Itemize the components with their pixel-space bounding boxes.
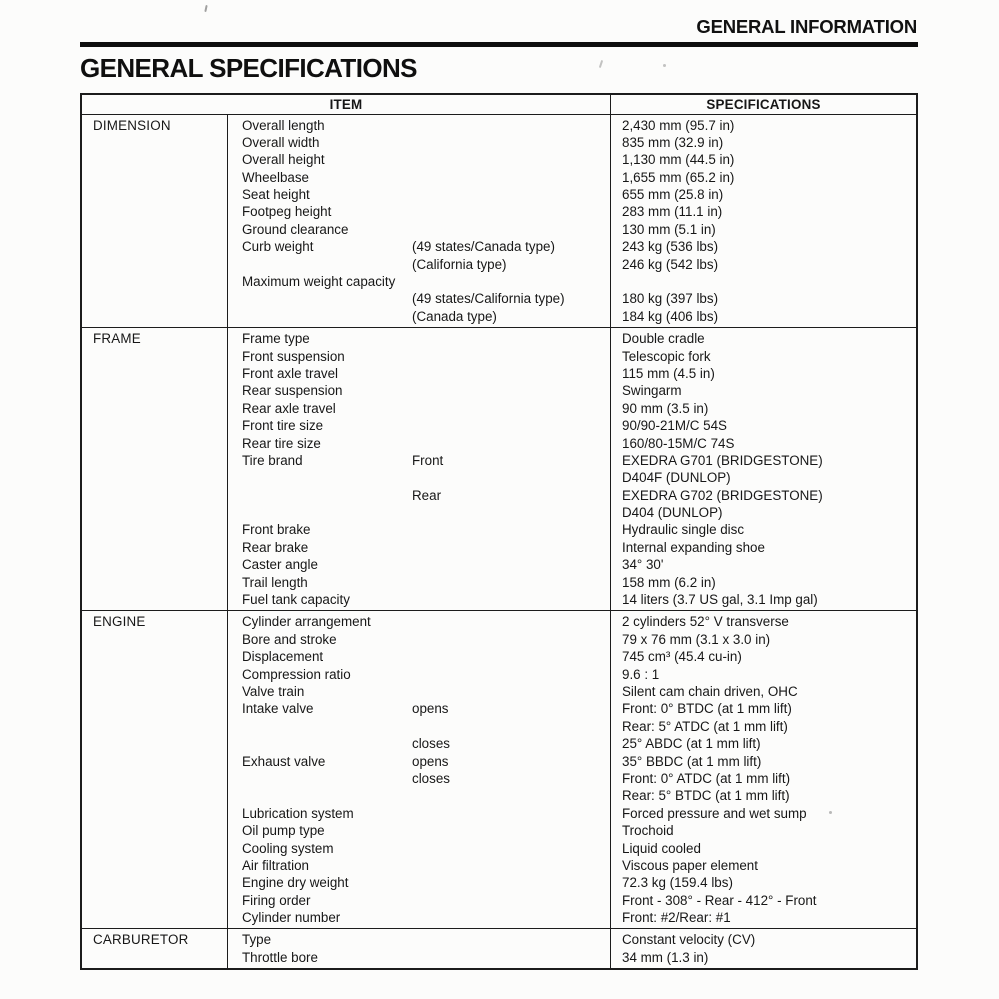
spec-text: 115 mm (4.5 in) xyxy=(622,365,715,381)
item-text: Front tire size xyxy=(242,418,324,434)
item-line xyxy=(228,631,610,648)
item-text: Maximum weight capacity xyxy=(242,274,396,290)
table-body xyxy=(82,115,916,969)
spec-text: Constant velocity (CV) xyxy=(622,932,756,948)
spec-text: D404F (DUNLOP) xyxy=(622,470,731,486)
item-line xyxy=(228,290,610,307)
spec-text: Trochoid xyxy=(622,823,674,839)
item-text: Overall height xyxy=(242,152,325,168)
item-line xyxy=(228,169,610,186)
spec-text: 158 mm (6.2 in) xyxy=(622,574,716,590)
spec-text: EXEDRA G702 (BRIDGESTONE) xyxy=(622,487,823,503)
item-line xyxy=(228,203,610,220)
spec-text: 130 mm (5.1 in) xyxy=(622,221,716,237)
item-text: Lubrication system xyxy=(242,805,354,821)
spec-text: Rear: 5° ATDC (at 1 mm lift) xyxy=(622,718,788,734)
item-line xyxy=(228,591,610,608)
item-text: Air filtration xyxy=(242,857,309,873)
spec-text: 835 mm (32.9 in) xyxy=(622,134,724,150)
item-line xyxy=(228,382,610,399)
spec-text: Forced pressure and wet sump xyxy=(622,805,807,821)
item-line xyxy=(228,949,610,966)
section-label: FRAME xyxy=(82,328,228,610)
spec-text: 25° ABDC (at 1 mm lift) xyxy=(622,736,761,752)
item-text: Front suspension xyxy=(242,348,345,364)
section-frame xyxy=(82,327,916,610)
item-qualifier: opens xyxy=(412,701,449,717)
item-text: Cylinder number xyxy=(242,910,341,926)
item-line xyxy=(228,452,610,469)
spec-text: Front: #2/Rear: #1 xyxy=(622,910,731,926)
spec-text: Viscous paper element xyxy=(622,857,758,873)
spec-text: Telescopic fork xyxy=(622,348,711,364)
item-text: Cylinder arrangement xyxy=(242,614,371,630)
item-text: Wheelbase xyxy=(242,169,309,185)
column-header-item: ITEM xyxy=(329,96,363,112)
spec-text: 655 mm (25.8 in) xyxy=(622,187,724,203)
section-carburetor xyxy=(82,928,916,968)
item-line xyxy=(228,718,610,735)
spec-text: 34° 30' xyxy=(622,557,664,573)
item-text: Rear axle travel xyxy=(242,400,336,416)
item-text: Footpeg height xyxy=(242,204,332,220)
item-text: Front brake xyxy=(242,522,311,538)
spec-text: 2 cylinders 52° V transverse xyxy=(622,614,789,630)
item-text: Ground clearance xyxy=(242,221,349,237)
item-line xyxy=(228,330,610,347)
item-line xyxy=(228,700,610,717)
spec-column xyxy=(610,115,916,328)
item-line xyxy=(228,487,610,504)
item-text: Rear tire size xyxy=(242,435,321,451)
item-line xyxy=(228,931,610,948)
item-column xyxy=(228,115,610,328)
item-text: Fuel tank capacity xyxy=(242,592,350,608)
spec-text: 90/90-21M/C 54S xyxy=(622,418,727,434)
spec-table xyxy=(80,93,918,971)
item-text: Caster angle xyxy=(242,557,318,573)
spec-text: 243 kg (536 lbs) xyxy=(622,239,719,255)
item-qualifier: (49 states/Canada type) xyxy=(412,239,555,255)
item-line xyxy=(228,683,610,700)
item-text: Throttle bore xyxy=(242,949,318,965)
spec-text: 180 kg (397 lbs) xyxy=(622,291,719,307)
item-text: Rear brake xyxy=(242,539,309,555)
item-line xyxy=(228,186,610,203)
item-line xyxy=(228,348,610,365)
item-qualifier: closes xyxy=(412,736,450,752)
spec-text: 2,430 mm (95.7 in) xyxy=(622,117,735,133)
item-line xyxy=(228,787,610,804)
item-line xyxy=(228,134,610,151)
item-column xyxy=(228,328,610,610)
page-content xyxy=(80,16,918,970)
item-qualifier: (Canada type) xyxy=(412,308,497,324)
spec-text: EXEDRA G701 (BRIDGESTONE) xyxy=(622,452,823,468)
spec-text: 9.6 : 1 xyxy=(622,666,660,682)
item-line xyxy=(228,840,610,857)
spec-text: D404 (DUNLOP) xyxy=(622,505,723,521)
item-line xyxy=(228,822,610,839)
spec-text: 283 mm (11.1 in) xyxy=(622,204,723,220)
item-line xyxy=(228,417,610,434)
item-line xyxy=(228,151,610,168)
item-text: Cooling system xyxy=(242,840,334,856)
item-text: Seat height xyxy=(242,187,310,203)
item-text: Firing order xyxy=(242,892,311,908)
section-dimension xyxy=(82,115,916,328)
item-line xyxy=(228,556,610,573)
item-qualifier: Front xyxy=(412,452,444,468)
item-text: Trail length xyxy=(242,574,308,590)
spec-text: 90 mm (3.5 in) xyxy=(622,400,709,416)
item-line xyxy=(228,666,610,683)
item-line xyxy=(228,892,610,909)
table-header-row xyxy=(82,95,916,115)
item-text: Overall length xyxy=(242,117,325,133)
column-header-specifications: SPECIFICATIONS xyxy=(610,95,916,114)
section-label: CARBURETOR xyxy=(82,929,228,968)
spec-text: 1,655 mm (65.2 in) xyxy=(622,169,735,185)
item-line xyxy=(228,256,610,273)
spec-text: 745 cm³ (45.4 cu-in) xyxy=(622,649,742,665)
section-label: ENGINE xyxy=(82,611,228,928)
item-text: Exhaust valve xyxy=(242,753,326,769)
spec-text: Internal expanding shoe xyxy=(622,539,765,555)
header-rule xyxy=(80,42,918,47)
spec-text: Rear: 5° BTDC (at 1 mm lift) xyxy=(622,788,790,804)
item-line xyxy=(228,805,610,822)
item-text: Oil pump type xyxy=(242,823,325,839)
item-line xyxy=(228,857,610,874)
spec-column xyxy=(610,328,916,610)
spec-column xyxy=(610,611,916,928)
chapter-header: GENERAL INFORMATION xyxy=(696,16,917,37)
item-line xyxy=(228,574,610,591)
item-line xyxy=(228,221,610,238)
item-line xyxy=(228,648,610,665)
item-line xyxy=(228,365,610,382)
spec-text: 79 x 76 mm (3.1 x 3.0 in) xyxy=(622,631,771,647)
item-line xyxy=(228,909,610,926)
spec-text: 35° BBDC (at 1 mm lift) xyxy=(622,753,762,769)
item-text: Tire brand xyxy=(242,452,303,468)
spec-text: 160/80-15M/C 74S xyxy=(622,435,735,451)
spec-text: 1,130 mm (44.5 in) xyxy=(622,152,735,168)
spec-text xyxy=(622,273,916,290)
item-text: Intake valve xyxy=(242,701,314,717)
item-line xyxy=(228,504,610,521)
item-line xyxy=(228,735,610,752)
item-text: Rear suspension xyxy=(242,383,343,399)
item-text: Overall width xyxy=(242,134,320,150)
item-line xyxy=(228,400,610,417)
item-line xyxy=(228,539,610,556)
spec-text: Liquid cooled xyxy=(622,840,701,856)
item-line xyxy=(228,469,610,486)
scan-artifact xyxy=(204,5,207,12)
item-column xyxy=(228,929,610,968)
item-text: Type xyxy=(242,932,272,948)
item-line xyxy=(228,874,610,891)
spec-text: Front: 0° BTDC (at 1 mm lift) xyxy=(622,701,792,717)
page-title: GENERAL SPECIFICATIONS xyxy=(80,52,417,83)
item-line xyxy=(228,753,610,770)
item-column xyxy=(228,611,610,928)
spec-text: 184 kg (406 lbs) xyxy=(622,308,719,324)
spec-text: Front - 308° - Rear - 412° - Front xyxy=(622,892,817,908)
item-qualifier: closes xyxy=(412,770,450,786)
spec-text: 246 kg (542 lbs) xyxy=(622,256,719,272)
item-text: Bore and stroke xyxy=(242,631,337,647)
item-line xyxy=(228,435,610,452)
item-line xyxy=(228,613,610,630)
spec-text: Double cradle xyxy=(622,331,705,347)
section-engine xyxy=(82,610,916,928)
item-line xyxy=(228,770,610,787)
item-line xyxy=(228,521,610,538)
item-text: Valve train xyxy=(242,684,305,699)
spec-text: 34 mm (1.3 in) xyxy=(622,949,709,965)
spec-text: 14 liters (3.7 US gal, 3.1 Imp gal) xyxy=(622,592,818,608)
item-line xyxy=(228,117,610,134)
item-qualifier: (California type) xyxy=(412,256,507,272)
item-text: Compression ratio xyxy=(242,666,351,682)
spec-text: 72.3 kg (159.4 lbs) xyxy=(622,875,733,891)
spec-column xyxy=(610,929,916,968)
spec-text: Front: 0° ATDC (at 1 mm lift) xyxy=(622,770,791,786)
item-text: Frame type xyxy=(242,331,310,347)
item-text: Engine dry weight xyxy=(242,875,349,891)
section-label: DIMENSION xyxy=(82,115,228,328)
item-qualifier: Rear xyxy=(412,487,442,503)
item-line xyxy=(228,273,610,290)
spec-text: Silent cam chain driven, OHC xyxy=(622,684,798,699)
item-text: Front axle travel xyxy=(242,365,339,381)
item-line xyxy=(228,308,610,325)
item-text: Curb weight xyxy=(242,239,314,255)
item-qualifier: opens xyxy=(412,753,449,769)
item-text: Displacement xyxy=(242,649,324,665)
item-line xyxy=(228,238,610,255)
spec-text: Hydraulic single disc xyxy=(622,522,745,538)
spec-text: Swingarm xyxy=(622,383,682,399)
item-qualifier: (49 states/California type) xyxy=(412,291,565,307)
